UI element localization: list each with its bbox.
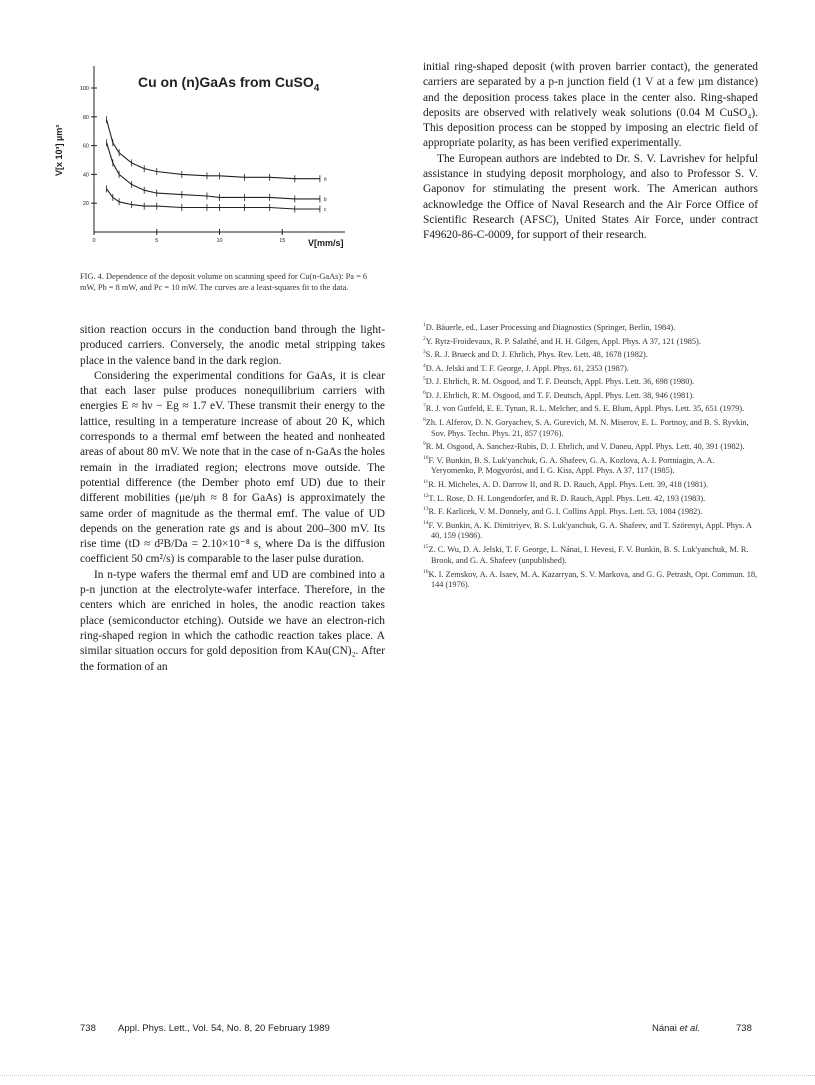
y-tick-label: 60 bbox=[82, 143, 89, 150]
reference-item bbox=[423, 320, 759, 334]
reference-number: 7 bbox=[423, 403, 426, 410]
y-tick-label: 80 bbox=[82, 114, 89, 121]
reference-number: 5 bbox=[423, 376, 426, 383]
reference-item bbox=[423, 401, 759, 415]
series-label-b: b bbox=[323, 196, 327, 203]
series-line-a bbox=[107, 120, 320, 179]
reference-text: D. A. Jelski and T. F. George, J. Appl. Phys. 61, 2353 (1987). bbox=[425, 363, 629, 373]
reference-text: F. V. Bunkin, A. K. Dimitriyev, B. S. Luk'yanchuk, G. A. Shafeev, and T. Szörenyi, Appl. Phys. A 40, 159 (1986). bbox=[428, 520, 752, 541]
reference-text: D. Bäuerle, ed., Laser Processing and Diagnostics (Springer, Berlin, 1984). bbox=[425, 322, 676, 332]
reference-number: 6 bbox=[423, 389, 426, 396]
reference-text: D. J. Ehrlich, R. M. Osgood, and T. F. Deutsch, Appl. Phys. Lett. 38, 946 (1981). bbox=[425, 390, 695, 400]
reference-item bbox=[423, 374, 759, 388]
reference-text: R. F. Karlicek, V. M. Donnely, and G. I. Collins Appl. Phys. Lett. 53, 1084 (1982). bbox=[428, 507, 703, 517]
reference-item bbox=[423, 347, 759, 361]
reference-item bbox=[423, 504, 759, 518]
reference-text: D. J. Ehrlich, R. M. Osgood, and T. F. Deutsch, Appl. Phys. Lett. 36, 698 (1980). bbox=[425, 377, 695, 387]
left-column bbox=[80, 323, 385, 675]
reference-number: 12 bbox=[423, 492, 429, 499]
reference-item bbox=[423, 453, 759, 477]
reference-text: S. R. J. Brueck and D. J. Ehrlich, Phys. Rev. Lett. 48, 1678 (1982). bbox=[425, 349, 648, 359]
reference-item bbox=[423, 567, 759, 591]
reference-text: T. L. Rose, D. H. Longendorfer, and R. D. Rauch, Appl. Phys. Lett. 42, 193 (1983). bbox=[428, 493, 706, 503]
reference-text: R. J. von Gutfeld, E. E. Tynan, R. L. Melcher, and S. E. Blum, Appl. Phys. Lett. 35, 651 (1979). bbox=[425, 404, 745, 414]
reference-number: 3 bbox=[423, 349, 426, 356]
reference-item bbox=[423, 477, 759, 491]
references-list bbox=[423, 320, 759, 591]
figure-caption: FIG. 4. Dependence of the deposit volume on scanning speed for Cu(n-GaAs): Pa = 6 mW, Pb = 8 mW, and Pc = 10 mW. The curves are a least-squares fit to the data. bbox=[80, 272, 368, 293]
reference-number: 13 bbox=[423, 506, 429, 513]
page-number-right: 738 bbox=[736, 1023, 752, 1034]
paragraph: Considering the experimental conditions for GaAs, it is clear that each laser pulse produces nonequilibrium carriers with energies E ≈ hν − Eg ≈ 1.7 eV. These transmit their energy to the lattice, resulting in a temperature increase of about 20 K, which corresponds to a thermal emf between the heated and nonheated areas of about 80 mV. We note that in the case of n-GaAs the holes remain in the irradiated region; electrons move outside. The potential difference (the Dember photo emf UD) due to their different mobilities (μe/μh ≈ 8 for GaAs) is approximately the same order of magnitude as the thermal emf. The value of UD depends on the generation rate gs and is about 200–300 mV. Its rise time (tD ≈ d²B/Da = 2.10×10⁻⁸ s, where Da is the diffusion coefficient 50 cm²/s) is comparable to the laser pulse duration. bbox=[80, 369, 385, 566]
y-tick-label: 40 bbox=[82, 172, 89, 179]
reference-item bbox=[423, 491, 759, 505]
reference-number: 14 bbox=[423, 519, 429, 526]
author-etal: et al. bbox=[679, 1023, 701, 1034]
x-tick-label: 5 bbox=[155, 238, 159, 244]
reference-number: 16 bbox=[423, 568, 429, 575]
figure-title-subscript: 4 bbox=[313, 82, 320, 94]
x-tick-label: 15 bbox=[279, 238, 286, 244]
figure-title-text: Cu on (n)GaAs from CuSO bbox=[138, 74, 314, 90]
reference-number: 15 bbox=[423, 544, 429, 551]
figure bbox=[54, 58, 380, 268]
reference-number: 10 bbox=[423, 454, 429, 461]
reference-item bbox=[423, 334, 759, 348]
reference-text: R. H. Micheles, A. D. Darrow II, and R. D. Rauch, Appl. Phys. Lett. 39, 418 (1981). bbox=[428, 479, 709, 489]
paragraph: sition reaction occurs in the conduction band through the light-produced carriers. Conversely, the anodic metal stripping takes place in the valence band in the dark region. bbox=[80, 324, 385, 367]
reference-number: 9 bbox=[423, 441, 426, 448]
reference-item bbox=[423, 415, 759, 439]
footer-authors bbox=[652, 1023, 700, 1034]
y-tick-label: 20 bbox=[82, 201, 89, 208]
acknowledgments: The European authors are indebted to Dr. S. V. Lavrishev for helpful assistance in studying deposit morphology, and also to Professor S. V. Gaponov for stimulating the present work. The American authors acknowledge the Office of Naval Research and the Air Force Office of Scientific Research (AFSC), United States Air Force, under contract F49620-86-C-0009, for support of their research. bbox=[423, 152, 758, 242]
reference-number: 4 bbox=[423, 362, 426, 369]
reference-item bbox=[423, 361, 759, 375]
series-label-c: c bbox=[323, 206, 327, 213]
reference-number: 1 bbox=[423, 322, 426, 328]
author-name: Nánai bbox=[652, 1023, 677, 1034]
reference-text: R. M. Osgood, A. Sanchez-Rubis, D. J. Ehrlich, and V. Daneu, Appl. Phys. Lett. 40, 391 (1982). bbox=[425, 442, 745, 452]
reference-number: 2 bbox=[423, 335, 426, 342]
x-tick-label: 10 bbox=[216, 238, 223, 244]
reference-item bbox=[423, 518, 759, 542]
y-tick-label: 100 bbox=[79, 86, 89, 92]
x-axis-label: V[mm/s] bbox=[308, 238, 344, 248]
right-column bbox=[423, 60, 758, 244]
reference-text: Z. C. Wu, D. A. Jelski, T. F. George, L. Nánai, I. Hevesi, F. V. Bunkin, B. S. Luk'yanchuk, M. R. Brook, and G. A. Shafeev (unpublished). bbox=[428, 545, 749, 565]
reference-item bbox=[423, 542, 759, 566]
x-tick-label: 0 bbox=[92, 238, 96, 244]
reference-item bbox=[423, 388, 759, 402]
journal-citation: Appl. Phys. Lett., Vol. 54, No. 8, 20 February 1989 bbox=[118, 1023, 330, 1034]
y-axis-label: V[x 10³] µm³ bbox=[54, 124, 64, 176]
reference-text: Y. Rytz-Froidevaux, R. P. Salathé, and H. H. Gilgen, Appl. Phys. A 37, 121 (1985). bbox=[425, 336, 701, 346]
reference-text: F. V. Bunkin, B. S. Luk'yanchuk, G. A. Shafeev, G. A. Kozlova, A. I. Portniagin, A. A. Yeryomenko, P. Mogyorósi, and I. G. Kiss, Appl. Phys. A 37, 117 (1985). bbox=[428, 455, 715, 476]
bottom-dotted-rule bbox=[0, 1075, 815, 1076]
reference-number: 11 bbox=[423, 479, 429, 486]
reference-text: K. I. Zemskov, A. A. Isaev, M. A. Kazarryan, S. V. Markova, and G. G. Petrash, Opt. Commun. 18, 144 (1976). bbox=[428, 569, 758, 590]
paragraph: initial ring-shaped deposit (with proven barrier contact), the generated carriers are separated by a p-n junction field (1 V at a few µm distance) and the deposition process takes place in the center also. Ring-shaped deposits are observed with relatively weak solutions (0.04 M CuSO₄). This deposition process can be stopped by imposing an electric field of appropriate polarity, as has been verified experimentally. bbox=[423, 61, 758, 150]
chart-plot bbox=[80, 58, 380, 258]
reference-number: 8 bbox=[423, 416, 426, 423]
reference-item bbox=[423, 439, 759, 453]
reference-text: Zh. I. Alferov, D. N. Goryachev, S. A. Gurevich, M. N. Miserov, E. L. Portnoy, and B. S. Ryvkin, Sov. Phys. Techn. Phys. 21, 857 (1976). bbox=[425, 417, 749, 438]
paragraph: In n-type wafers the thermal emf and UD are combined into a p-n junction at the electrolyte-wafer interface. Therefore, in the centers which are enriched in holes, the anodic reaction takes place (semiconductor etching). Outside we have an electron-rich ring-shaped region in which the cathodic reaction takes place. A similar situation occurs for gold deposition from KAu(CN)₂. After the formation of an bbox=[80, 568, 385, 673]
series-label-a: a bbox=[323, 176, 327, 183]
series-line-b bbox=[107, 143, 320, 199]
page-number-left: 738 bbox=[80, 1023, 96, 1034]
